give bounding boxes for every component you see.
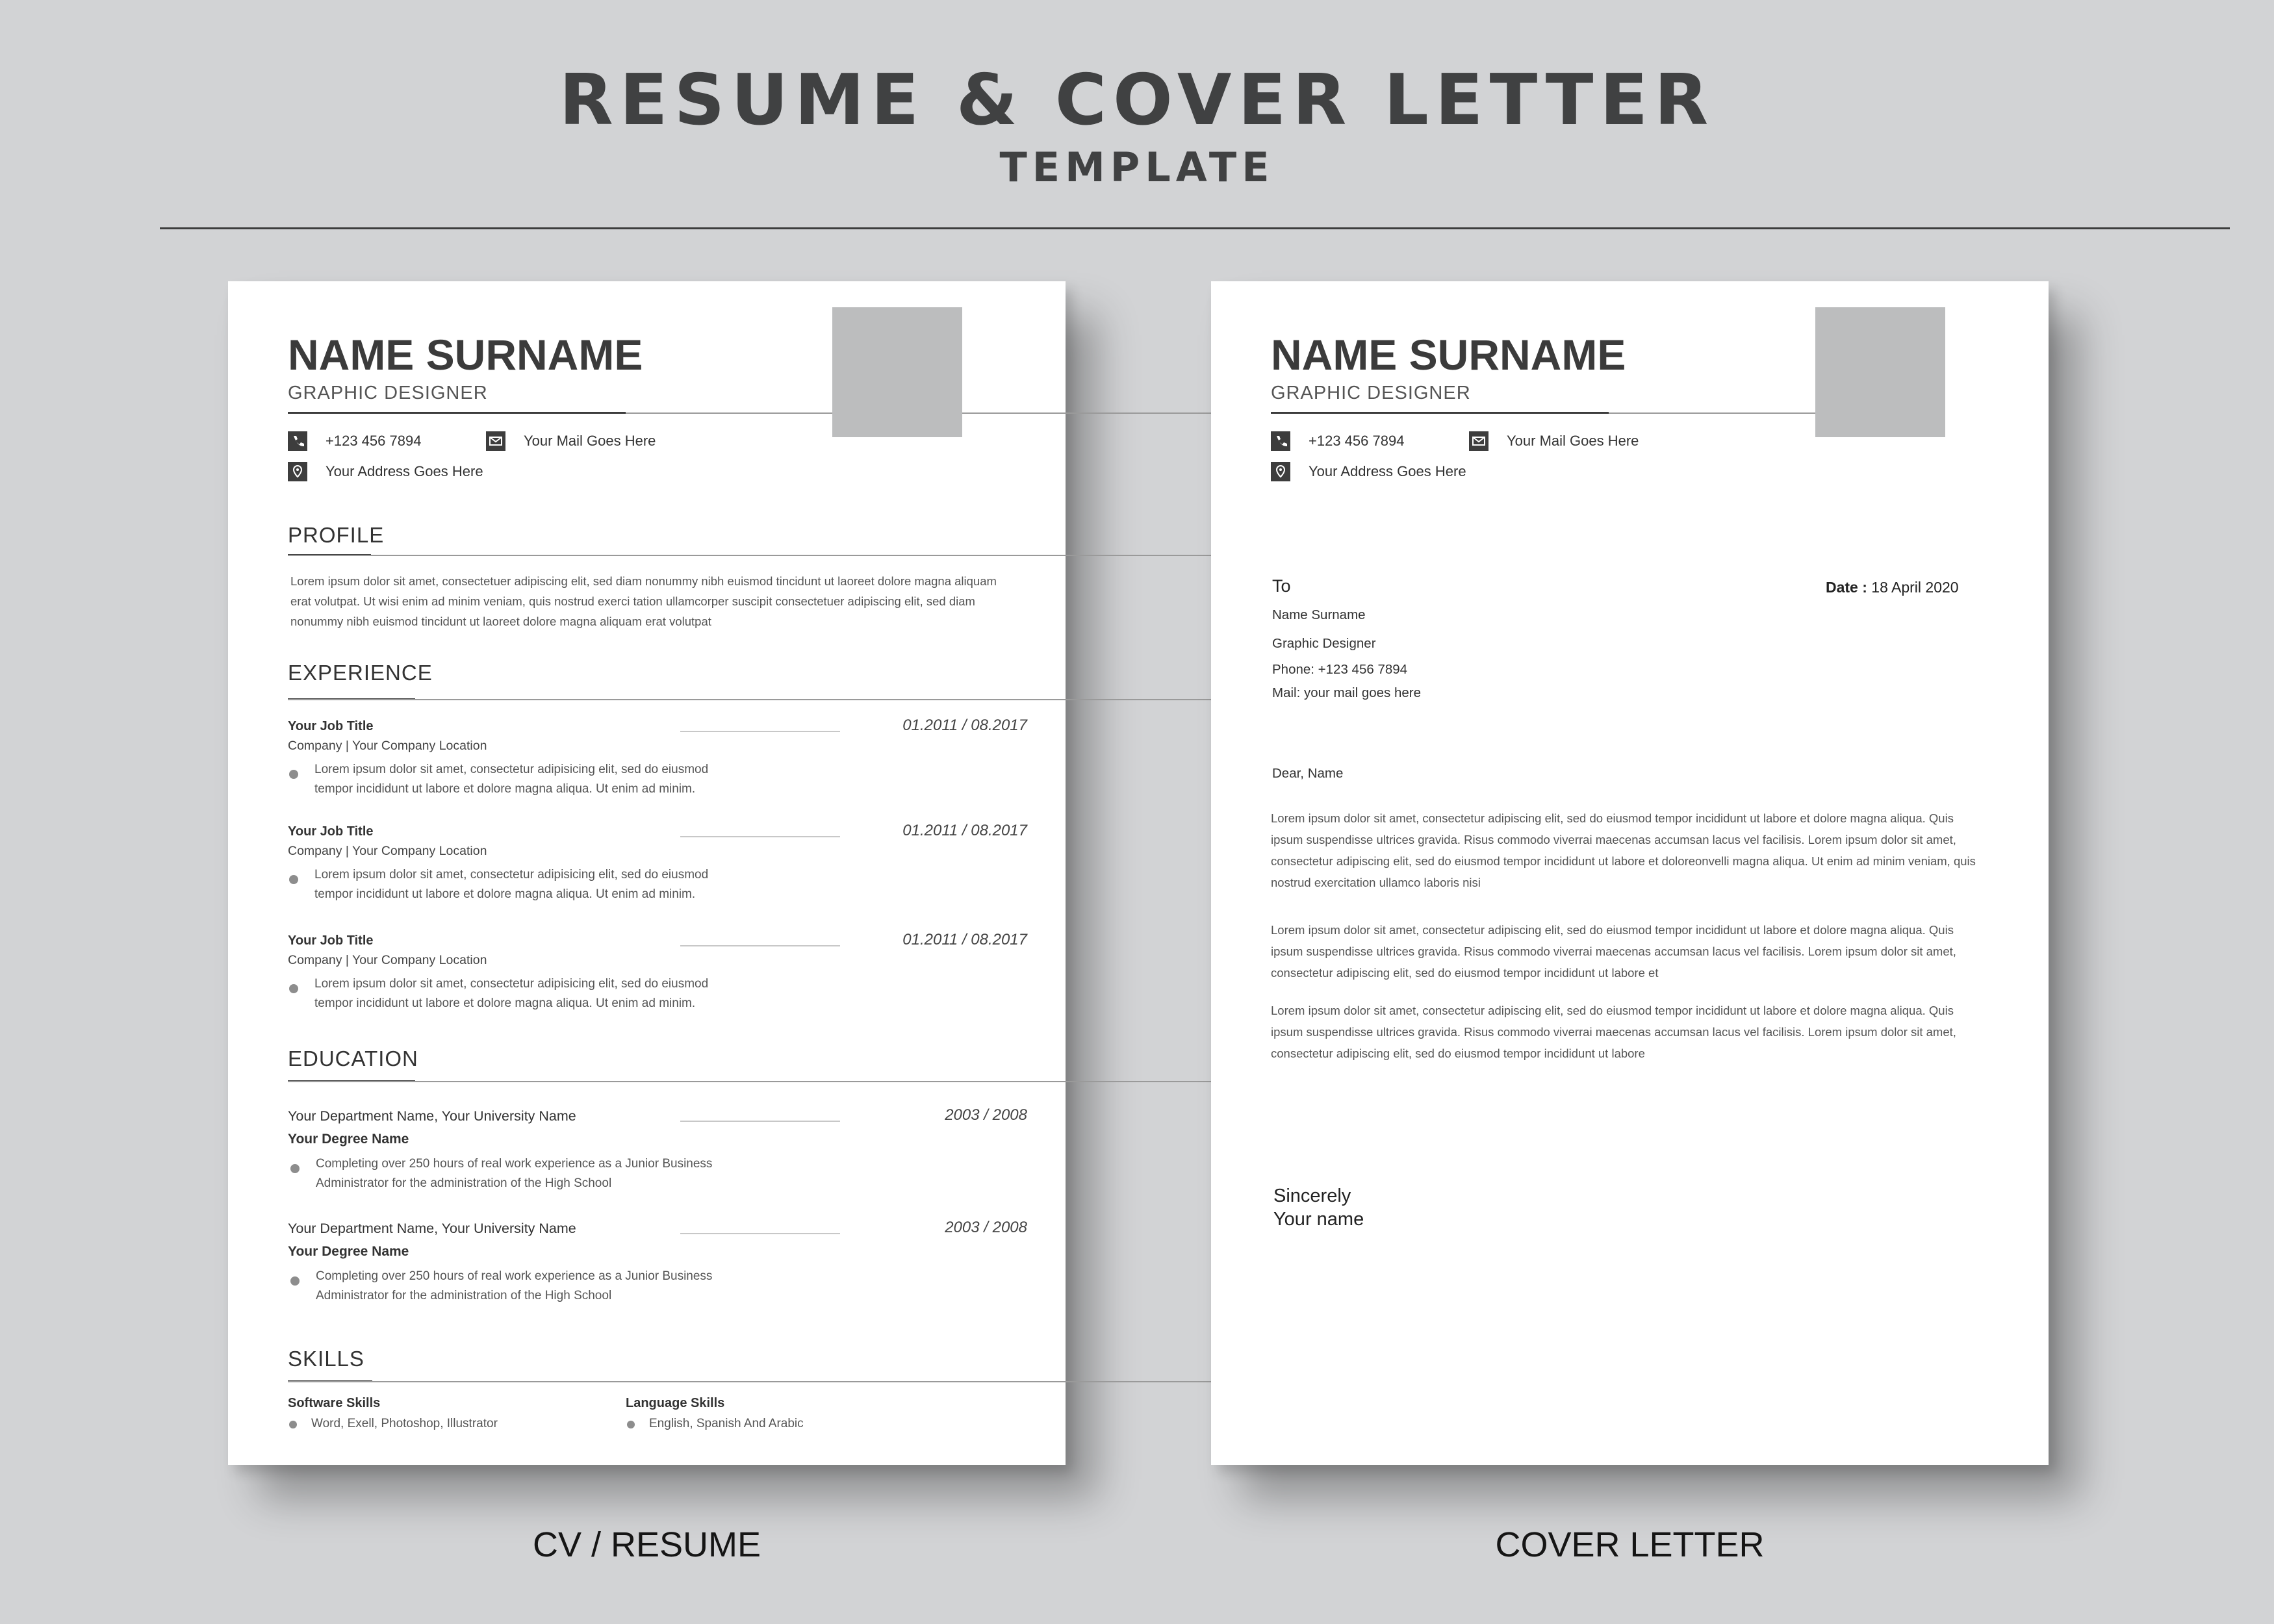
photo-placeholder xyxy=(1815,307,1945,437)
education-heading: EDUCATION xyxy=(288,1047,418,1071)
experience-rule xyxy=(288,699,1248,700)
letter-address: Your Address Goes Here xyxy=(1309,463,1466,479)
bullet xyxy=(289,1421,297,1428)
date-value: 18 April 2020 xyxy=(1871,579,1959,596)
job-date-rule xyxy=(680,836,840,837)
closing: Sincerely xyxy=(1273,1186,1351,1206)
letter-caption: COVER LETTER xyxy=(1495,1525,1765,1564)
letter-name: NAME SURNAME xyxy=(1271,331,1626,379)
header-divider xyxy=(160,227,2230,229)
job-date: 01.2011 / 08.2017 xyxy=(902,931,1027,948)
edu-department: Your Department Name, Your University Name xyxy=(288,1221,576,1236)
job-title: Your Job Title xyxy=(288,824,374,839)
edu-degree: Your Degree Name xyxy=(288,1132,409,1147)
job-desc-line: Lorem ipsum dolor sit amet, consectetur adipisicing elit, sed do eiusmod xyxy=(314,868,709,882)
job-desc-line: tempor incididunt ut labore et dolore magna aliqua. Ut enim ad minim. xyxy=(314,887,696,901)
resume-caption: CV / RESUME xyxy=(532,1525,761,1564)
edu-department: Your Department Name, Your University Name xyxy=(288,1108,576,1124)
bullet xyxy=(289,770,298,779)
software-skills-title: Software Skills xyxy=(288,1396,381,1410)
skills-heading: SKILLS xyxy=(288,1347,364,1371)
to-label: To xyxy=(1272,576,1291,596)
resume-name: NAME SURNAME xyxy=(288,331,643,379)
sub-title: TEMPLATE xyxy=(999,144,1275,191)
recipient-mail: Mail: your mail goes here xyxy=(1272,685,1422,700)
bullet xyxy=(627,1421,635,1428)
salutation: Dear, Name xyxy=(1272,766,1344,781)
skills-rule xyxy=(288,1381,1248,1382)
job-desc-line: tempor incididunt ut labore et dolore magna aliqua. Ut enim ad minim. xyxy=(314,996,696,1010)
date-label: Date : xyxy=(1826,579,1867,596)
resume-address: Your Address Goes Here xyxy=(326,463,483,479)
letter-paragraph: Lorem ipsum dolor sit amet, consectetur adipiscing elit, sed do eiusmod tempor incididunt ut labore et dolore magna aliqua. Quis ipsum suspendisse ultrices gravida. Risus commodo viverrai maecenas accumsan lacus vel facilisis. Lorem ipsum dolor sit amet, consectetur adipiscing elit, sed do eiusmod tempor incididunt ut labore et xyxy=(1271,923,1956,980)
job-date-rule xyxy=(680,731,840,732)
resume-phone: +123 456 7894 xyxy=(326,433,422,449)
profile-text: Lorem ipsum dolor sit amet, consectetuer adipiscing elit, sed diam nonummy nibh euismod tincidunt ut laoreet dolore magna aliquam erat volutpat. Ut wisi enim ad minim veniam, quis nostrud exerci tation ullamcorper suscipit consectetuer adipiscing elit, sed diam nonummy nibh euismod tincidunt ut laoreet dolore magna aliquam erat volutpat xyxy=(290,574,997,628)
bullet xyxy=(290,1164,300,1173)
job-title: Your Job Title xyxy=(288,719,374,733)
edu-date-rule xyxy=(680,1121,840,1122)
job-desc-line: tempor incididunt ut labore et dolore magna aliqua. Ut enim ad minim. xyxy=(314,782,696,796)
name-underline xyxy=(288,412,626,414)
bullet xyxy=(289,984,298,993)
location-pin-icon xyxy=(1271,462,1290,481)
letter-paragraph: Lorem ipsum dolor sit amet, consectetur adipiscing elit, sed do eiusmod tempor incididunt ut labore et dolore magna aliqua. Quis ipsum suspendisse ultrices gravida. Risus commodo viverrai maecenas accumsan lacus vel facilisis. Lorem ipsum dolor sit amet, consectetur adipiscing elit, sed do eiusmod tempor incididunt ut labore et doloreonvelli magna aliqua. Ut enim ad minim veniam, quis nostrud exercitation ullamco laboris nisi xyxy=(1271,811,1976,889)
profile-heading: PROFILE xyxy=(288,523,385,547)
letter-role: GRAPHIC DESIGNER xyxy=(1271,383,1471,403)
job-title: Your Job Title xyxy=(288,933,374,948)
job-company: Company | Your Company Location xyxy=(288,953,487,967)
mail-icon xyxy=(1469,431,1488,451)
bullet xyxy=(290,1276,300,1286)
letter-mail: Your Mail Goes Here xyxy=(1507,433,1639,449)
recipient-role: Graphic Designer xyxy=(1272,636,1376,651)
phone-icon xyxy=(1271,431,1290,451)
name-underline xyxy=(1271,412,1609,414)
edu-desc-line: Administrator for the administration of the High School xyxy=(316,1176,612,1190)
job-date: 01.2011 / 08.2017 xyxy=(902,717,1027,734)
edu-date: 2003 / 2008 xyxy=(945,1219,1027,1236)
mail-icon xyxy=(486,431,505,451)
bullet xyxy=(289,875,298,884)
recipient-name: Name Surname xyxy=(1272,607,1366,622)
language-skills-list: English, Spanish And Arabic xyxy=(649,1417,804,1430)
main-title: RESUME & COVER LETTER xyxy=(559,60,1715,141)
phone-icon xyxy=(288,431,307,451)
experience-heading: EXPERIENCE xyxy=(288,661,433,685)
resume-page xyxy=(228,281,1066,1465)
job-desc-line: Lorem ipsum dolor sit amet, consectetur adipisicing elit, sed do eiusmod xyxy=(314,763,709,776)
job-company: Company | Your Company Location xyxy=(288,844,487,858)
cover-letter-page xyxy=(1211,281,2049,1465)
resume-role: GRAPHIC DESIGNER xyxy=(288,383,488,403)
location-pin-icon xyxy=(288,462,307,481)
edu-desc-line: Administrator for the administration of the High School xyxy=(316,1289,612,1302)
edu-date: 2003 / 2008 xyxy=(945,1106,1027,1124)
job-date: 01.2011 / 08.2017 xyxy=(902,822,1027,839)
letter-phone: +123 456 7894 xyxy=(1309,433,1405,449)
software-skills-list: Word, Exell, Photoshop, Illustrator xyxy=(311,1417,498,1430)
date-line xyxy=(1826,579,1959,596)
job-company: Company | Your Company Location xyxy=(288,739,487,753)
edu-degree: Your Degree Name xyxy=(288,1244,409,1259)
signature-name: Your name xyxy=(1273,1209,1364,1230)
edu-desc-line: Completing over 250 hours of real work experience as a Junior Business xyxy=(316,1269,713,1283)
profile-rule xyxy=(288,555,1248,556)
letter-paragraph: Lorem ipsum dolor sit amet, consectetur adipiscing elit, sed do eiusmod tempor incididunt ut labore et dolore magna aliqua. Quis ipsum suspendisse ultrices gravida. Risus commodo viverrai maecenas accumsan lacus vel facilisis. Lorem ipsum dolor sit amet, consectetur adipiscing elit, sed do eiusmod tempor incididunt ut labore xyxy=(1271,1004,1956,1060)
education-rule xyxy=(288,1081,1248,1082)
job-date-rule xyxy=(680,945,840,946)
edu-date-rule xyxy=(680,1233,840,1234)
recipient-phone: Phone: +123 456 7894 xyxy=(1272,662,1408,677)
photo-placeholder xyxy=(832,307,962,437)
language-skills-title: Language Skills xyxy=(626,1396,725,1410)
resume-mail: Your Mail Goes Here xyxy=(524,433,656,449)
job-desc-line: Lorem ipsum dolor sit amet, consectetur adipisicing elit, sed do eiusmod xyxy=(314,977,709,991)
edu-desc-line: Completing over 250 hours of real work experience as a Junior Business xyxy=(316,1157,713,1171)
